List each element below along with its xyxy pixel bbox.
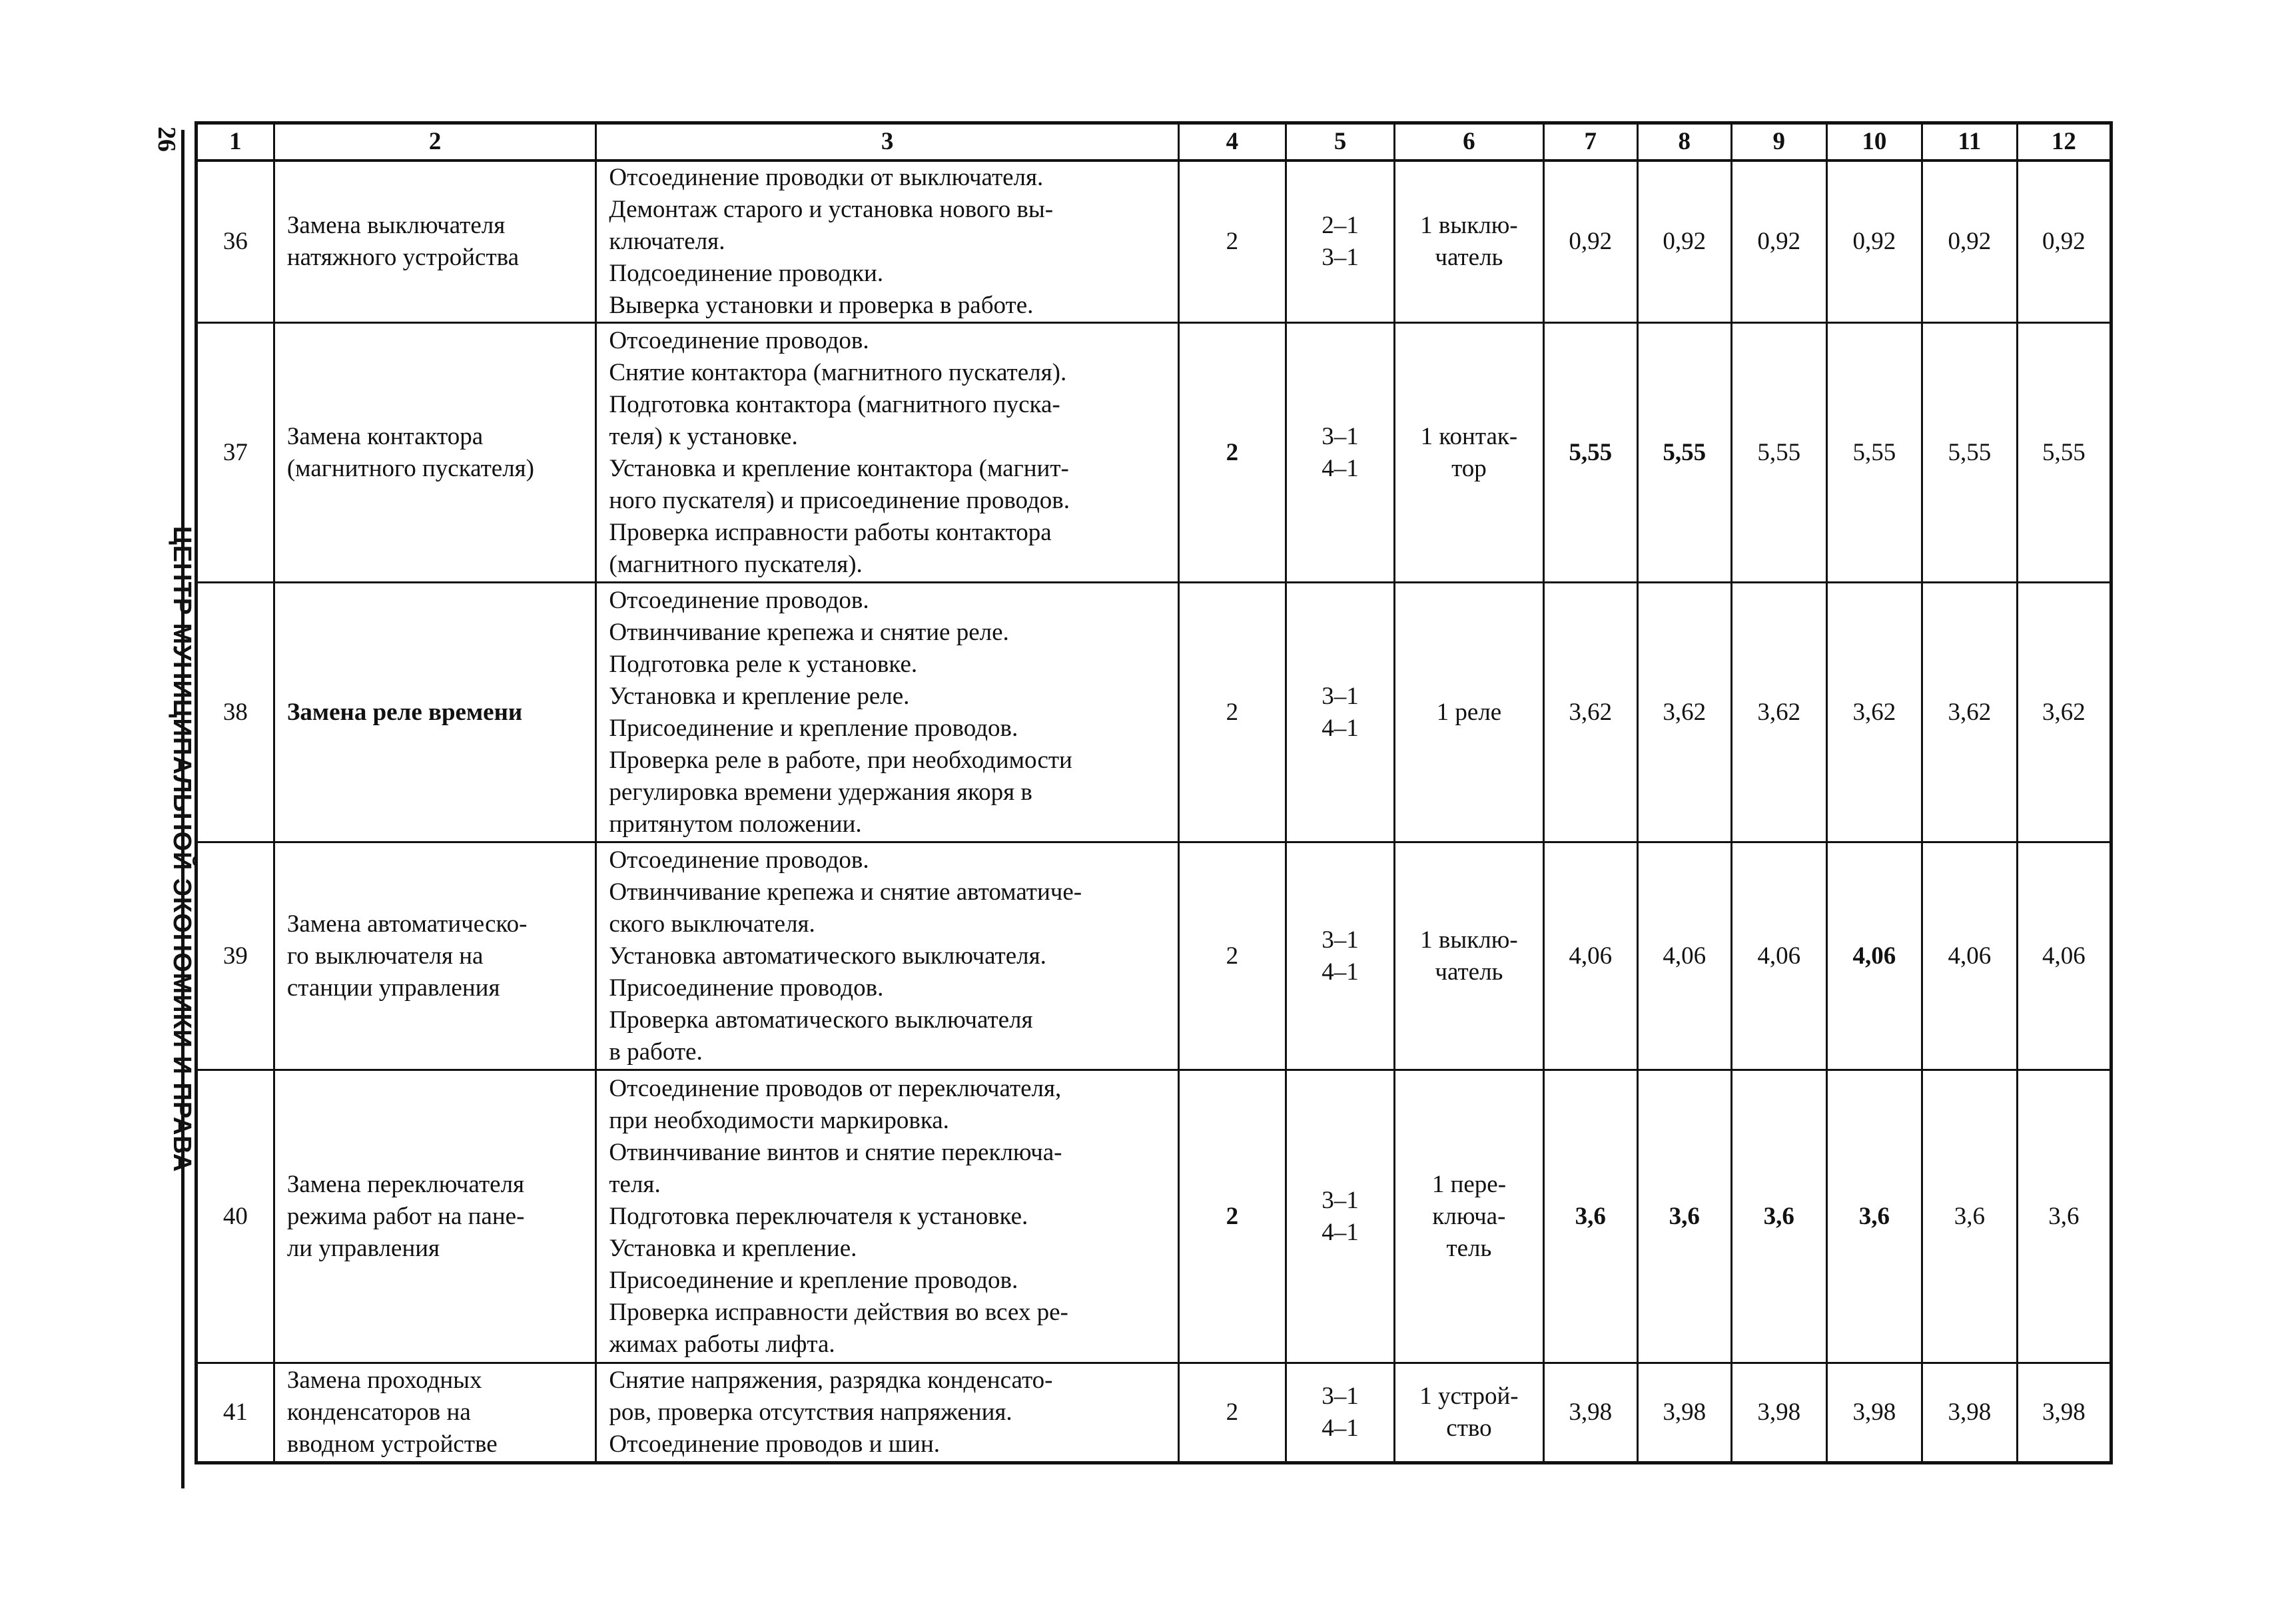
norm-value: 3,62 (1543, 583, 1637, 842)
table-row (196, 323, 2111, 583)
norm-value: 0,92 (1731, 160, 1826, 323)
norm-value: 5,55 (2017, 323, 2111, 583)
row-number: 40 (196, 1070, 274, 1363)
work-operations: Отсоединение проводки от выключателя. Демонтаж старого и установка нового вы- ключателя. Подсоединение проводки. Выверка установки и проверка в работе. (596, 160, 1178, 323)
norm-value: 3,98 (1731, 1363, 1826, 1463)
row-number: 36 (196, 160, 274, 323)
header-cell-1: 1 (196, 123, 274, 161)
norm-value: 5,55 (1543, 323, 1637, 583)
norm-value: 0,92 (1922, 160, 2017, 323)
table-row (196, 160, 2111, 323)
norm-value: 3,98 (1637, 1363, 1731, 1463)
norm-value: 0,92 (1637, 160, 1731, 323)
work-operations: Отсоединение проводов. Отвинчивание крепежа и снятие автоматиче- ского выключателя. Установка автоматического выключателя. Присоединение проводов. Проверка автоматического выключателя в работе. (596, 842, 1178, 1070)
norm-value: 4,06 (2017, 842, 2111, 1070)
col4-value: 2 (1178, 842, 1286, 1070)
col4-value: 2 (1178, 160, 1286, 323)
worker-grade: 3–1 4–1 (1286, 583, 1394, 842)
row-number: 38 (196, 583, 274, 842)
norm-value: 5,55 (1637, 323, 1731, 583)
work-operations: Отсоединение проводов. Снятие контактора (магнитного пускателя). Подготовка контактора (магнитного пуска- теля) к установке. Установка и крепление контактора (магнит- ного пускателя) и присоединение проводов. Проверка исправности работы контактора (магнитного пускателя). (596, 323, 1178, 583)
unit-of-measure: 1 контак- тор (1395, 323, 1544, 583)
work-name: Замена переключателя режима работ на пане- ли управления (274, 1070, 596, 1363)
work-name: Замена автоматическо- го выключателя на станции управления (274, 842, 596, 1070)
worker-grade: 3–1 4–1 (1286, 1363, 1394, 1463)
work-name: Замена выключателя натяжного устройства (274, 160, 596, 323)
norm-value: 3,6 (1637, 1070, 1731, 1363)
norm-value: 4,06 (1922, 842, 2017, 1070)
norm-value: 4,06 (1637, 842, 1731, 1070)
worker-grade: 3–1 4–1 (1286, 1070, 1394, 1363)
header-cell-3: 3 (596, 123, 1178, 161)
table-row (196, 842, 2111, 1070)
norm-value: 3,62 (1637, 583, 1731, 842)
header-cell-12: 12 (2017, 123, 2111, 161)
header-cell-7: 7 (1543, 123, 1637, 161)
header-cell-2: 2 (274, 123, 596, 161)
row-number: 39 (196, 842, 274, 1070)
work-operations: Отсоединение проводов. Отвинчивание крепежа и снятие реле. Подготовка реле к установке. Установка и крепление реле. Присоединение и крепление проводов. Проверка реле в работе, при необходимости регулировка времени удержания якоря в притянутом положении. (596, 583, 1178, 842)
unit-of-measure: 1 выклю- чатель (1395, 842, 1544, 1070)
header-cell-11: 11 (1922, 123, 2017, 161)
header-cell-8: 8 (1637, 123, 1731, 161)
header-cell-5: 5 (1286, 123, 1394, 161)
norm-value: 0,92 (1826, 160, 1922, 323)
norm-value: 0,92 (1543, 160, 1637, 323)
norm-value: 3,98 (2017, 1363, 2111, 1463)
work-name: Замена проходных конденсаторов на вводном устройстве (274, 1363, 596, 1463)
unit-of-measure: 1 выклю- чатель (1395, 160, 1544, 323)
norm-value: 3,6 (2017, 1070, 2111, 1363)
worker-grade: 2–1 3–1 (1286, 160, 1394, 323)
norm-value: 3,6 (1731, 1070, 1826, 1363)
norm-value: 4,06 (1826, 842, 1922, 1070)
norm-value: 4,06 (1731, 842, 1826, 1070)
norm-value: 3,98 (1543, 1363, 1637, 1463)
table-row (196, 583, 2111, 842)
side-watermark-text: ЦЕНТР МУНИЦИПАЛЬНОЙ ЭКОНОМИКИ И ПРАВА (168, 526, 196, 1173)
norm-value: 3,6 (1826, 1070, 1922, 1363)
header-cell-10: 10 (1826, 123, 1922, 161)
work-name: Замена реле времени (274, 583, 596, 842)
norm-value: 0,92 (2017, 160, 2111, 323)
col4-value: 2 (1178, 1363, 1286, 1463)
norm-value: 5,55 (1922, 323, 2017, 583)
worker-grade: 3–1 4–1 (1286, 323, 1394, 583)
row-number: 41 (196, 1363, 274, 1463)
norm-value: 3,98 (1826, 1363, 1922, 1463)
work-operations: Отсоединение проводов от переключателя, при необходимости маркировка. Отвинчивание винтов и снятие переключа- теля. Подготовка переключателя к установке. Установка и крепление. Присоединение и крепление проводов. Проверка исправности действия во всех ре- жимах работы лифта. (596, 1070, 1178, 1363)
table-row (196, 1070, 2111, 1363)
norm-value: 3,98 (1922, 1363, 2017, 1463)
header-row (196, 123, 2111, 161)
work-name: Замена контактора (магнитного пускателя) (274, 323, 596, 583)
col4-value: 2 (1178, 583, 1286, 842)
norm-value: 3,6 (1922, 1070, 2017, 1363)
norm-value: 3,6 (1543, 1070, 1637, 1363)
unit-of-measure: 1 пере- ключа- тель (1395, 1070, 1544, 1363)
norm-value: 3,62 (1826, 583, 1922, 842)
norm-value: 3,62 (1731, 583, 1826, 842)
header-cell-6: 6 (1395, 123, 1544, 161)
norm-value: 4,06 (1543, 842, 1637, 1070)
norms-table (194, 121, 2113, 1464)
header-cell-9: 9 (1731, 123, 1826, 161)
header-cell-4: 4 (1178, 123, 1286, 161)
unit-of-measure: 1 реле (1395, 583, 1544, 842)
work-operations: Снятие напряжения, разрядка конденсато- ров, проверка отсутствия напряжения. Отсоединение проводов и шин. (596, 1363, 1178, 1463)
table-row (196, 1363, 2111, 1463)
norm-value: 3,62 (2017, 583, 2111, 842)
col4-value: 2 (1178, 1070, 1286, 1363)
col4-value: 2 (1178, 323, 1286, 583)
norm-value: 5,55 (1826, 323, 1922, 583)
norm-value: 5,55 (1731, 323, 1826, 583)
norm-value: 3,62 (1922, 583, 2017, 842)
worker-grade: 3–1 4–1 (1286, 842, 1394, 1070)
unit-of-measure: 1 устрой- ство (1395, 1363, 1544, 1463)
row-number: 37 (196, 323, 274, 583)
page-number: 26 (153, 127, 181, 152)
